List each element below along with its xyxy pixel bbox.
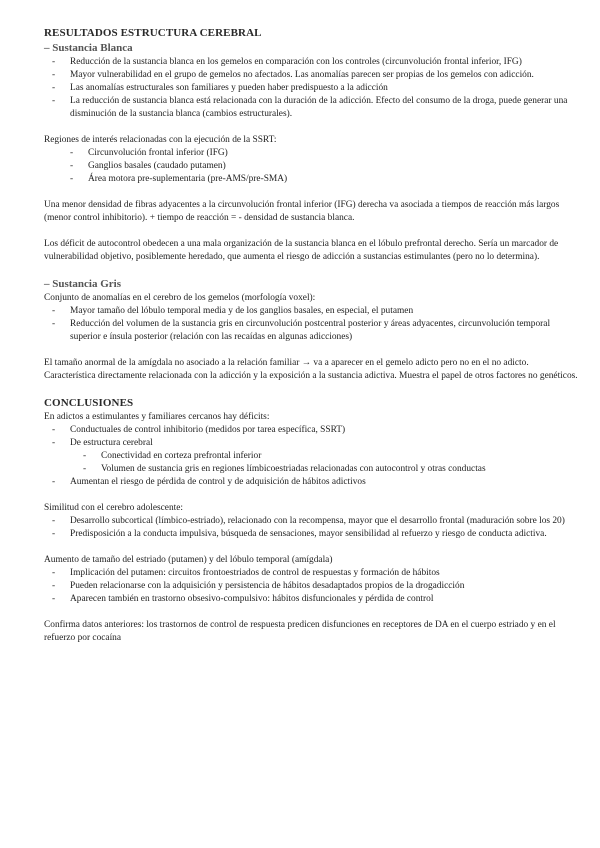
- list-item: - Aumentan el riesgo de pérdida de control y de adquisición de hábitos adictivos: [44, 476, 582, 489]
- list-item: - Circunvolución frontal inferior (IFG): [62, 147, 582, 160]
- striatum-intro: Aumento de tamaño del estriado (putamen) y del lóbulo temporal (amígdala): [44, 555, 333, 565]
- list-item: - Aparecen también en trastorno obsesivo-compulsivo: hábitos disfuncionales y pérdida de control: [44, 593, 582, 606]
- list-item: - Área motora pre-suplementaria (pre-AMS/pre-SMA): [62, 173, 582, 186]
- list-item: - Mayor tamaño del lóbulo temporal media y de los ganglios basales, en especial, el putamen: [44, 305, 582, 318]
- paragraph-self-control: Los déficit de autocontrol obedecen a una mala organización de la sustancia blanca en el lóbulo prefrontal derecho. Sería un marcador de vulnerabilidad objetivo, posiblemente heredado, que aumenta el riesgo de adicción a sustancias estimulantes (pero no lo determina).: [44, 239, 559, 262]
- conclusions-intro: En adictos a estimulantes y familiares cercanos hay déficits:: [44, 412, 270, 422]
- list-item: - Pueden relacionarse con la adquisición y persistencia de hábitos desadaptados propios de la drogadicción: [44, 580, 582, 593]
- white-matter-heading: – Sustancia Blanca: [44, 42, 133, 54]
- adolescent-list: [44, 515, 582, 541]
- sub-list-item: - Conectividad en corteza prefrontal inferior: [44, 450, 582, 463]
- paragraph-fiber-density: Una menor densidad de fibras adyacentes a la circunvolución frontal inferior (IFG) derecha va asociada a tiempos de reacción más largos (menor control inhibitorio). + tiempo de reacción = - densidad de sustancia blanca.: [44, 200, 560, 223]
- list-item: - La reducción de sustancia blanca está relacionada con la duración de la adicción. Efecto del consumo de la droga, puede generar una disminución de la sustancia blanca (cambios estructurales).: [44, 95, 582, 121]
- list-item: - Mayor vulnerabilidad en el grupo de gemelos no afectados. Las anomalías parecen ser propias de los gemelos con adicción.: [44, 69, 582, 82]
- list-item: - Desarrollo subcortical (límbico-estriado), relacionado con la recompensa, mayor que el desarrollo frontal (maduración sobre los 20): [44, 515, 582, 528]
- list-item: - Ganglios basales (caudado putamen): [62, 160, 582, 173]
- white-matter-list: [44, 56, 582, 121]
- document-title: RESULTADOS ESTRUCTURA CEREBRAL: [44, 27, 262, 39]
- adolescent-intro: Similitud con el cerebro adolescente:: [44, 503, 184, 513]
- gray-matter-intro: Conjunto de anomalías en el cerebro de los gemelos (morfología voxel):: [44, 293, 316, 303]
- sub-list-item: - Volumen de sustancia gris en regiones límbicoestriadas relacionadas con autocontrol y otras conductas: [44, 463, 582, 476]
- gray-matter-list: [44, 305, 582, 344]
- roi-intro: Regiones de interés relacionadas con la ejecución de la SSRT:: [44, 135, 277, 145]
- list-item: - Implicación del putamen: circuitos frontoestriados de control de respuestas y formación de hábitos: [44, 567, 582, 580]
- list-item: - Reducción de la sustancia blanca en los gemelos en comparación con los controles (circunvolución frontal inferior, IFG): [44, 56, 582, 69]
- list-item: - De estructura cerebral: [44, 437, 582, 450]
- list-item: - Las anomalías estructurales son familiares y pueden haber predispuesto a la adicción: [44, 82, 582, 95]
- conclusions-list: [44, 424, 582, 489]
- list-item: - Reducción del volumen de la sustancia gris en circunvolución postcentral posterior y áreas adyacentes, circunvolución temporal superior e ínsula posterior (relación con las recaídas en algunas adicciones): [44, 318, 582, 344]
- list-item: - Conductuales de control inhibitorio (medidos por tarea específica, SSRT): [44, 424, 582, 437]
- conclusions-heading: CONCLUSIONES: [44, 397, 134, 409]
- gray-matter-heading: – Sustancia Gris: [44, 278, 122, 290]
- striatum-list: [44, 567, 582, 606]
- list-item: - Predisposición a la conducta impulsiva, búsqueda de sensaciones, mayor sensibilidad al refuerzo y riesgo de conducta adictiva.: [44, 528, 582, 541]
- roi-list: [44, 147, 582, 186]
- paragraph-amygdala: El tamaño anormal de la amígdala no asociado a la relación familiar → va a aparecer en el gemelo adicto pero no en el no adicto. Característica directamente relacionada con la adicción y la exposición a la sustancia adictiva. Muestra el papel de otros factores no genéticos.: [44, 358, 578, 381]
- paragraph-final: Confirma datos anteriores: los trastornos de control de respuesta predicen disfunciones en receptores de DA en el cuerpo estriado y en el refuerzo por cocaína: [44, 620, 556, 643]
